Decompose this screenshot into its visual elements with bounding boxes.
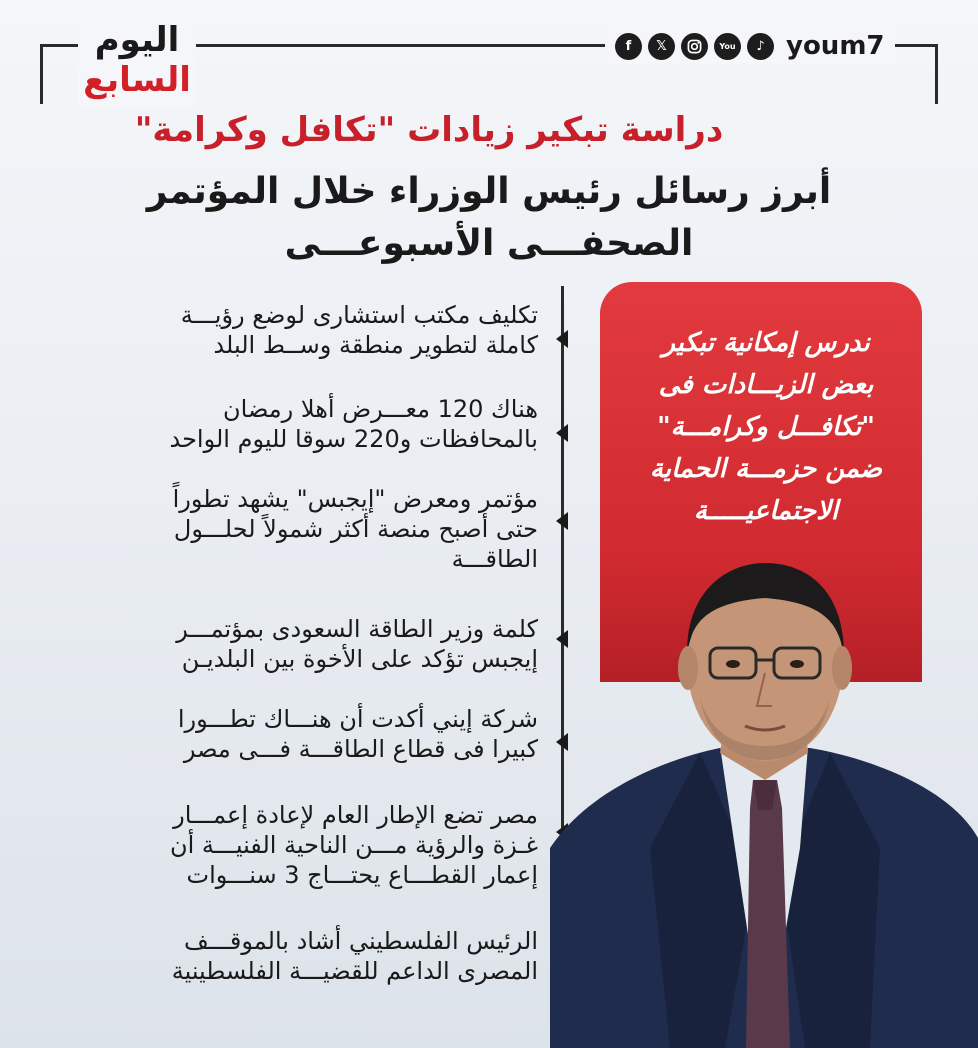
quote-line: "تكافـــل وكرامـــة" xyxy=(657,412,875,442)
list-item-line: إعمار القطـــاع يحتـــاج 3 سنـــوات xyxy=(186,861,538,889)
prime-minister-photo xyxy=(550,548,978,1048)
list-item-line: مصر تضع الإطار العام لإعادة إعمـــار xyxy=(173,801,538,829)
list-item-line: الطاقـــة xyxy=(451,545,538,573)
social-bar xyxy=(605,28,895,64)
timeline-pointer xyxy=(556,424,568,442)
list-item xyxy=(60,800,538,890)
youtube-icon[interactable]: You xyxy=(714,33,741,60)
headline-red: دراسة تبكير زيادات "تكافل وكرامة" xyxy=(134,110,724,150)
headline-dark-line1: أبرز رسائل رئيس الوزراء خلال المؤتمر xyxy=(146,171,832,212)
list-item-line: المصرى الداعم للقضيـــة الفلسطينية xyxy=(171,957,538,985)
x-icon[interactable]: 𝕏 xyxy=(648,33,675,60)
header-frame-right xyxy=(935,44,938,104)
list-item-line: غـزة والرؤية مـــن الناحية الفنيـــة أن xyxy=(169,831,538,859)
list-item-line: هناك 120 معـــرض أهلا رمضان xyxy=(223,395,538,423)
list-item xyxy=(60,614,538,674)
list-item xyxy=(60,484,538,574)
tiktok-icon[interactable]: ♪ xyxy=(747,33,774,60)
list-item xyxy=(60,704,538,764)
timeline-pointer xyxy=(556,330,568,348)
list-item-line: كاملة لتطوير منطقة وســط البلد xyxy=(213,331,538,359)
list-item-line: تكليف مكتب استشارى لوضع رؤيـــة xyxy=(180,301,538,329)
quote-line: بعض الزيـــادات فى xyxy=(658,370,874,400)
list-item-line: بالمحافظات و220 سوقا لليوم الواحد xyxy=(169,425,538,453)
headline-dark xyxy=(80,166,898,270)
timeline-pointer xyxy=(556,512,568,530)
list-item-line: مؤتمر ومعرض "إيجبس" يشهد تطوراً xyxy=(172,485,538,513)
instagram-icon[interactable] xyxy=(681,33,708,60)
list-item-line: إيجبس تؤكد على الأخوة بين البلديـن xyxy=(181,645,538,673)
quote-line: الاجتماعيـــــة xyxy=(693,496,839,526)
list-item xyxy=(60,394,538,454)
list-item-line: حتى أصبح منصة أكثر شمولاً لحلـــول xyxy=(173,515,538,543)
facebook-icon[interactable]: f xyxy=(615,33,642,60)
brand-name: youm7 xyxy=(786,31,885,61)
list-item-line: الرئيس الفلسطيني أشاد بالموقـــف xyxy=(183,927,538,955)
youm7-logo[interactable] xyxy=(78,14,196,106)
list-item xyxy=(60,300,538,360)
headline-dark-line2: الصحفـــى الأسبوعـــى xyxy=(284,223,694,264)
list-item-line: كلمة وزير الطاقة السعودى بمؤتمـــر xyxy=(176,615,538,643)
quote-text xyxy=(630,322,902,532)
quote-line: ضمن حزمـــة الحماية xyxy=(649,454,883,484)
logo-line2: السابع xyxy=(83,60,191,100)
logo-line1: اليوم xyxy=(94,20,180,60)
header-frame-left xyxy=(40,44,43,104)
list-item-line: كبيرا فى قطاع الطاقـــة فـــى مصر xyxy=(183,735,538,763)
list-item xyxy=(60,926,538,986)
quote-line: ندرس إمكانية تبكير xyxy=(662,328,870,358)
list-item-line: شركة إيني أكدت أن هنـــاك تطـــورا xyxy=(177,705,538,733)
